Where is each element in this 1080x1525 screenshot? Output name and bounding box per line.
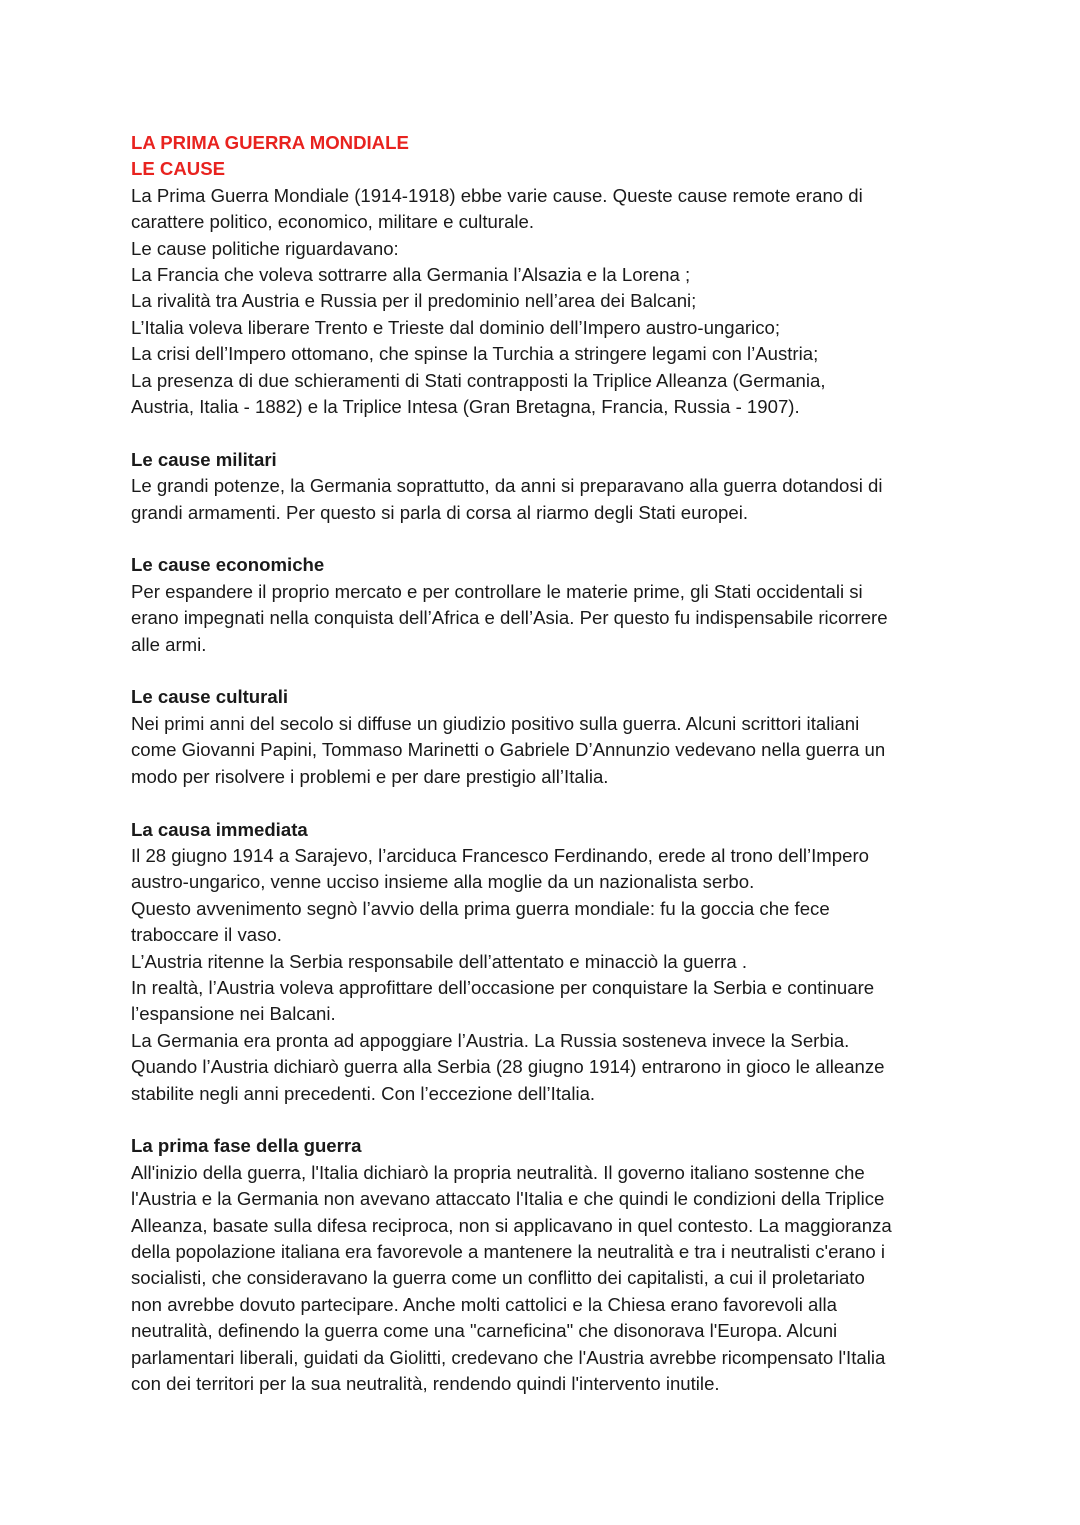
text-line: Le grandi potenze, la Germania soprattutto, da anni si preparavano alla guerra dotandosi di [131, 475, 883, 497]
text-line: parlamentari liberali, guidati da Giolitti, credevano che l'Austria avrebbe ricompensato l'Italia [131, 1346, 886, 1368]
section-first-phase [131, 1133, 961, 1397]
section-heading: Le cause culturali [131, 686, 289, 708]
text-line: La Germania era pronta ad appoggiare l’Austria. La Russia sosteneva invece la Serbia. [131, 1029, 850, 1051]
section-heading: Le cause economiche [131, 554, 325, 576]
section-heading: Le cause militari [131, 448, 277, 470]
text-line: come Giovanni Papini, Tommaso Marinetti o Gabriele D’Annunzio vedevano nella guerra un [131, 739, 886, 761]
section-immediate-cause [131, 817, 961, 1107]
text-line: l'Austria e la Germania non avevano attaccato l'Italia e che quindi le condizioni della Triplice [131, 1188, 885, 1210]
document-subtitle: LE CAUSE [131, 158, 226, 180]
text-line: socialisti, che consideravano la guerra come un conflitto dei capitalisti, a cui il proletariato [131, 1267, 865, 1289]
text-line: Nei primi anni del secolo si diffuse un giudizio positivo sulla guerra. Alcuni scrittori italiani [131, 712, 860, 734]
text-line: All'inizio della guerra, l'Italia dichiarò la propria neutralità. Il governo italiano sostenne che [131, 1161, 865, 1183]
section-heading: La causa immediata [131, 818, 308, 840]
text-line: neutralità, definendo la guerra come una "carneficina" che disonorava l'Europa. Alcuni [131, 1320, 838, 1342]
text-line: l’espansione nei Balcani. [131, 1003, 336, 1025]
text-line: grandi armamenti. Per questo si parla di corsa al riarmo degli Stati europei. [131, 501, 748, 523]
text-line: carattere politico, economico, militare e culturale. [131, 211, 535, 233]
text-line: alle armi. [131, 633, 207, 655]
text-line: La Francia che voleva sottrarre alla Germania l’Alsazia e la Lorena ; [131, 264, 691, 286]
section-military-causes [131, 447, 961, 526]
text-line: Per espandere il proprio mercato e per controllare le materie prime, gli Stati occidentali si [131, 580, 863, 602]
document-title: LA PRIMA GUERRA MONDIALE [131, 132, 409, 153]
section-economic-causes [131, 552, 961, 658]
text-line: con dei territori per la sua neutralità, rendendo quindi l'intervento inutile. [131, 1373, 720, 1395]
text-line: Il 28 giugno 1914 a Sarajevo, l’arciduca Francesco Ferdinando, erede al trono dell’Impero [131, 844, 869, 866]
text-line: modo per risolvere i problemi e per dare prestigio all’Italia. [131, 765, 609, 787]
text-line: Alleanza, basate sulla difesa reciproca, non si applicavano in quel contesto. La maggioranza [131, 1214, 892, 1236]
text-line: Questo avvenimento segnò l’avvio della prima guerra mondiale: fu la goccia che fece [131, 897, 830, 919]
text-line: austro-ungarico, venne ucciso insieme alla moglie da un nazionalista serbo. [131, 871, 755, 893]
section-cultural-causes [131, 684, 961, 790]
intro-paragraph [131, 183, 961, 421]
text-line: non avrebbe dovuto partecipare. Anche molti cattolici e la Chiesa erano favorevoli alla [131, 1293, 837, 1315]
text-line: erano impegnati nella conquista dell’Africa e dell’Asia. Per questo fu indispensabile ricorrere [131, 607, 888, 629]
text-line: Le cause politiche riguardavano: [131, 237, 399, 259]
text-line: L’Austria ritenne la Serbia responsabile dell’attentato e minacciò la guerra . [131, 950, 748, 972]
text-line: della popolazione italiana era favorevole a mantenere la neutralità e tra i neutralisti c'erano i [131, 1240, 885, 1262]
text-line: La rivalità tra Austria e Russia per il predominio nell’area dei Balcani; [131, 290, 697, 312]
text-line: La presenza di due schieramenti di Stati contrapposti la Triplice Alleanza (Germania, [131, 369, 826, 391]
text-line: stabilite negli anni precedenti. Con l’eccezione dell’Italia. [131, 1082, 596, 1104]
document-page [131, 130, 961, 1397]
text-line: La Prima Guerra Mondiale (1914-1918) ebbe varie cause. Queste cause remote erano di [131, 184, 863, 206]
text-line: La crisi dell’Impero ottomano, che spinse la Turchia a stringere legami con l’Austria; [131, 343, 819, 365]
section-heading: La prima fase della guerra [131, 1135, 362, 1157]
text-line: Quando l’Austria dichiarò guerra alla Serbia (28 giugno 1914) entrarono in gioco le alleanze [131, 1056, 885, 1078]
text-line: Austria, Italia - 1882) e la Triplice Intesa (Gran Bretagna, Francia, Russia - 1907). [131, 396, 800, 418]
text-line: L’Italia voleva liberare Trento e Trieste dal dominio dell’Impero austro-ungarico; [131, 316, 781, 338]
text-line: traboccare il vaso. [131, 924, 282, 946]
text-line: In realtà, l’Austria voleva approfittare dell’occasione per conquistare la Serbia e continuare [131, 976, 875, 998]
